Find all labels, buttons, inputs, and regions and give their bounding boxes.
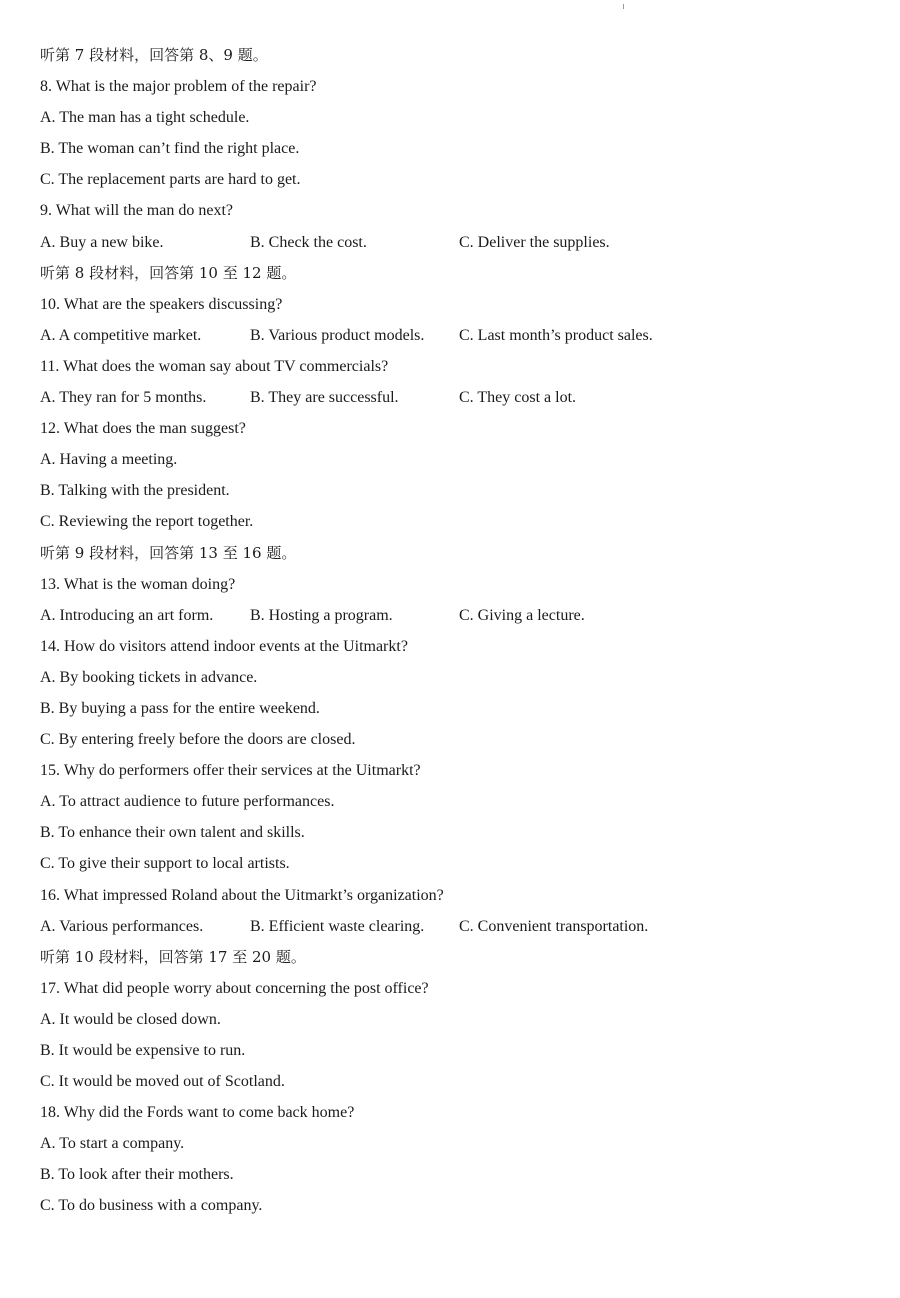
options-row [40,320,880,351]
option-c: C. It would be moved out of Scotland. [40,1073,285,1091]
option-c: C. They cost a lot. [459,389,577,407]
option-a: A. Having a meeting. [40,451,178,469]
section-header: 听第 8 段材料，回答第 10 至 12 题。 [40,263,297,282]
page-tick-mark [623,4,624,9]
question-stem: 18. Why did the Fords want to come back home? [40,1104,355,1122]
option-c: C. Giving a lecture. [459,606,585,624]
option-a: A. Various performances. [40,917,204,935]
option-c: C. Convenient transportation. [459,917,649,935]
option-c: C. The replacement parts are hard to get. [40,171,301,189]
section-header: 听第 9 段材料，回答第 13 至 16 题。 [40,543,297,562]
option-b: B. Hosting a program. [250,606,393,624]
option-a: A. To attract audience to future performances. [40,793,335,811]
options-row [40,911,880,942]
option-b: B. Efficient waste clearing. [250,917,425,935]
question-stem: 8. What is the major problem of the repair? [40,78,317,96]
option-a: A. By booking tickets in advance. [40,668,258,686]
question-stem: 13. What is the woman doing? [40,575,236,593]
option-a: A. To start a company. [40,1135,185,1153]
question-stem: 15. Why do performers offer their services at the Uitmarkt? [40,762,421,780]
option-a: A. It would be closed down. [40,1010,221,1028]
question-stem: 11. What does the woman say about TV commercials? [40,357,389,375]
option-a: A. They ran for 5 months. [40,389,207,407]
options-row [40,382,880,413]
section-header: 听第 7 段材料，回答第 8、9 题。 [40,46,268,64]
options-row [40,600,880,631]
question-stem: 16. What impressed Roland about the Uitmarkt’s organization? [40,886,444,904]
option-c: C. Last month’s product sales. [459,326,653,344]
option-a: A. The man has a tight schedule. [40,109,250,127]
option-c: C. Deliver the supplies. [459,233,610,251]
question-stem: 12. What does the man suggest? [40,420,246,438]
option-b: B. Various product models. [250,326,425,344]
option-a: A. Introducing an art form. [40,606,214,624]
question-stem: 17. What did people worry about concerning the post office? [40,979,429,997]
option-b: B. By buying a pass for the entire weekend. [40,699,320,717]
option-b: B. To look after their mothers. [40,1166,234,1184]
option-a: A. A competitive market. [40,326,202,344]
option-c: C. Reviewing the report together. [40,513,254,531]
options-row [40,227,880,258]
option-c: C. To give their support to local artists. [40,855,290,873]
option-b: B. The woman can’t find the right place. [40,140,300,158]
question-stem: 14. How do visitors attend indoor events at the Uitmarkt? [40,637,408,655]
option-b: B. Check the cost. [250,233,367,251]
option-b: B. It would be expensive to run. [40,1042,246,1059]
question-stem: 9. What will the man do next? [40,202,233,220]
option-b: B. Talking with the president. [40,482,230,500]
option-c: C. To do business with a company. [40,1197,263,1215]
option-c: C. By entering freely before the doors are closed. [40,731,356,749]
option-b: B. To enhance their own talent and skills. [40,824,305,842]
question-stem: 10. What are the speakers discussing? [40,295,283,313]
option-a: A. Buy a new bike. [40,233,164,251]
option-b: B. They are successful. [250,389,399,407]
section-header: 听第 10 段材料，回答第 17 至 20 题。 [40,947,306,966]
listening-section [40,40,880,1222]
